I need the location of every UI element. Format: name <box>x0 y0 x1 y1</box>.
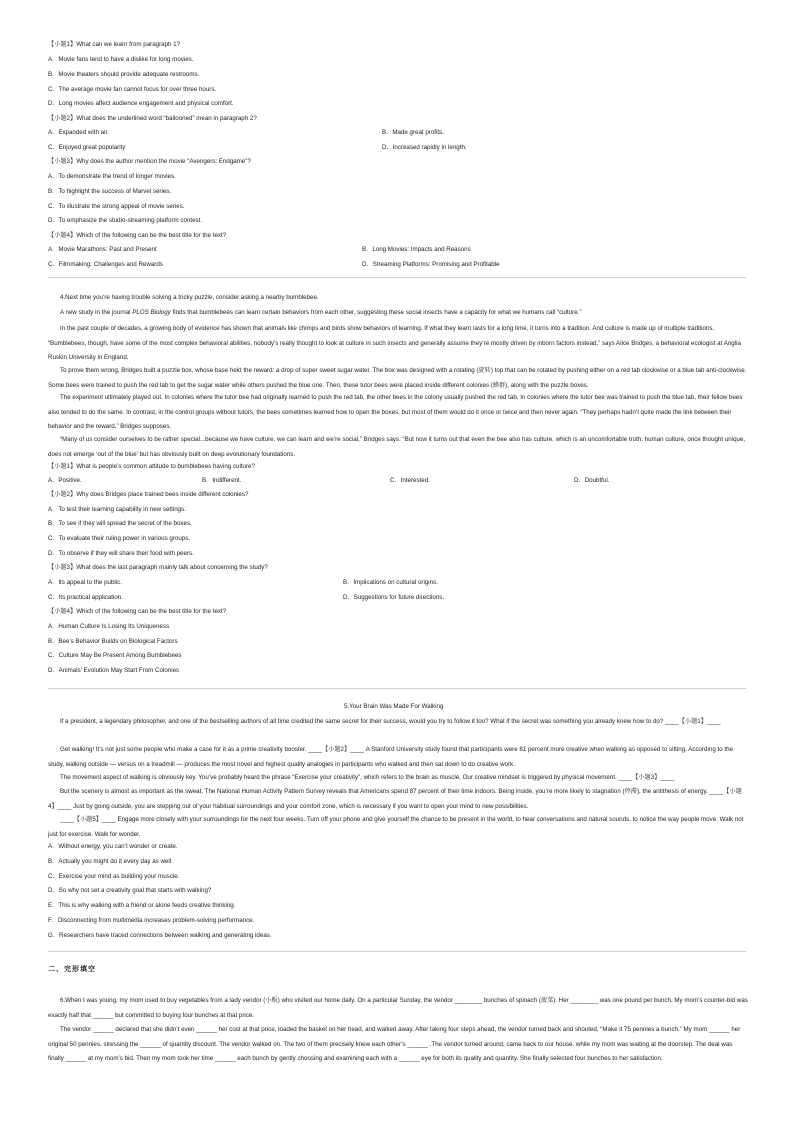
divider <box>48 951 746 952</box>
q4-s3-option-d[interactable]: D．Suggestions for future directions. <box>343 594 445 601</box>
q3-s2-option-d[interactable]: D．Increased rapidly in length. <box>382 144 467 151</box>
q4-s2-stem: 【小题2】Why does Bridges place trained bees inside different colonies? <box>48 491 249 498</box>
q3-s4-stem: 【小题4】Which of the following can be the best title for the text? <box>48 232 227 239</box>
q4-s3-option-c[interactable]: C．Its practical application. <box>48 594 123 601</box>
q5-option-b[interactable]: B．Actually you might do it every day as well. <box>48 858 173 865</box>
q6-paragraph-2: The vendor ______ declared that she didn’t even ______ her cost at that price, loaded the basket on her head, and walked away. After taking four steps ahead, the vendor turned back and shouted, “Make it 75 pennies a bunch.” My mom ______ her original 50 pennies, stressing the ______ of quantity discount. The vendor walked on. The two of them precisely knew each other’s ______ .The vendor turned around, came back to our house, while my mom was waiting at the doorstep. The deal was finally ______ at my mom’s bid. Then my mom took her time ______ each bunch by gently choosing and examining each with a ______ eye for both its quality and quantity. She finally selected four bunches to her satisfaction. <box>48 1026 741 1062</box>
q3-s3-option-a[interactable]: A．To demonstrate the trend of longer movies. <box>48 173 176 180</box>
q5-paragraph-2: Get walking! It’s not just some people who make a case for it as a prime creativity booster. ____【小题2】____ A Stanford University study found that participants were 81 percent more creative when walking as opposed to sitting. According to the study, walking outside — versus on a treadmill — produces the most novel and highest quality analogies in participants who walked and then sat down to do creative work. <box>48 746 733 768</box>
q5-title: 5.Your Brain Was Made For Walking <box>344 703 444 710</box>
q3-s3-stem: 【小题3】Why does the author mention the movie “Avengers: Endgame”? <box>48 158 251 165</box>
q3-s4-option-b[interactable]: B．Long Movies: Impacts and Reasons <box>362 246 471 253</box>
q4-s2-option-d[interactable]: D．To observe if they will share their food with peers. <box>48 550 194 557</box>
q4-s4-stem: 【小题4】Which of the following can be the best title for the text? <box>48 608 227 615</box>
q3-s3-option-c[interactable]: C．To illustrate the strong appeal of movie series. <box>48 203 185 210</box>
q3-s2-option-b[interactable]: B．Made great profits. <box>382 129 444 136</box>
q3-s1-option-a[interactable]: A．Movie fans tend to have a dislike for long movies. <box>48 56 194 63</box>
q3-s3-option-b[interactable]: B．To highlight the success of Marvel series. <box>48 188 172 195</box>
q4-s2-option-b[interactable]: B．To see if they will spread the secret of the boxes. <box>48 520 192 527</box>
divider <box>48 277 746 278</box>
q4-paragraph-1: 4.Next time you’re having trouble solving a tricky puzzle, consider asking a nearby bumblebee. <box>60 294 319 301</box>
q3-s2-option-c[interactable]: C．Enjoyed great popularity <box>48 144 126 151</box>
q4-s1-option-c[interactable]: C．Interested. <box>390 477 430 484</box>
q5-option-d[interactable]: D．So why not set a creativity goal that starts with walking? <box>48 887 212 894</box>
q5-option-e[interactable]: E．This is why walking with a friend or alone feeds creative thinking. <box>48 902 236 909</box>
q4-paragraph-4: To prove them wrong, Bridges built a puzzle box, whose base held the reward: a drop of super sweet sugar water. The box was designed with a rotating (旋转) top that can be rotated by pushing either on a red tab clockwise or a blue tab anti-clockwise. Some bees were trained to push the red tab to get the sugar water while others pushed the blue one. Then, these tutor bees were placed inside different colonies (蜂群), along with the puzzle boxes. <box>48 367 747 389</box>
q3-s4-option-d[interactable]: D．Streaming Platforms: Promising and Profitable <box>362 261 500 268</box>
q4-p2-text-a: A new study in the journal <box>60 309 133 316</box>
q3-s3-option-d[interactable]: D．To emphasize the studio-streaming platform contest. <box>48 217 203 224</box>
q5-paragraph-4: But the scenery is almost as important as the sweat. The National Human Activity Pattern Survey reveals that Americans spend 87 percent of their time indoors. Being inside, you’re more likely to stagnation (停滞), the antithesis of energy. ____【小题4】____ Just by going outside, you are stepping out of your habitual surroundings and your comfort zone, which is necessary if you want to open your mind to new possibilities. <box>48 788 742 810</box>
q4-s4-option-d[interactable]: D．Animals’ Evolution May Start From Colonies <box>48 667 180 674</box>
q4-paragraph-2 <box>60 309 581 317</box>
q4-s4-option-c[interactable]: C．Culture May Be Present Among Bumblebees <box>48 652 182 659</box>
q5-paragraph-3: The movement aspect of walking is obviously key. You’ve probably heard the phrase “Exercise your creativity”, which refers to the brain as muscle. Our creative mindset is triggered by physical movement. ____【小题3】____ <box>60 774 675 781</box>
q4-s3-stem: 【小题3】What does the last paragraph mainly talk about concerning the study? <box>48 564 268 571</box>
q4-s1-option-b[interactable]: B．Indifferent. <box>202 477 242 484</box>
q5-paragraph-1: If a president, a legendary philosopher, and one of the bestselling authors of all time credited the same secret for their success, would you try to follow it too? What if the secret was something you already knew how to do? ____【小题1】____ <box>60 718 721 725</box>
q3-s1-stem: 【小题1】What can we learn from paragraph 1? <box>48 41 181 48</box>
q3-s1-option-c[interactable]: C．The average movie fan cannot focus for over three hours. <box>48 86 217 93</box>
q3-s2-option-a[interactable]: A．Expanded with air. <box>48 129 109 136</box>
q4-s2-option-a[interactable]: A．To test their learning capability in new settings. <box>48 506 186 513</box>
q5-paragraph-5: ____【小题5】____ Engage more closely with your surroundings for the next four weeks. Turn off your phone and give yourself the chance to be present in the world, to hear conversations and natural sounds, to notice the way people move. Walk not just for exercise. Walk for wonder. <box>48 816 744 838</box>
q3-s4-option-c[interactable]: C．Filmmaking: Challenges and Rewards <box>48 261 163 268</box>
q3-s2-stem: 【小题2】What does the underlined word “ballooned” mean in paragraph 2? <box>48 115 257 122</box>
q3-s1-option-d[interactable]: D．Long movies affect audience engagement and physical comfort. <box>48 100 234 107</box>
q4-paragraph-5: The experiment ultimately played out. In colonies where the tutor bee had originally learned to push the red tab, the other bees in the colony usually pushed the red tab. In colonies where the tutor bee was trained to push the blue tab, their fellow bees also tended to do the same. In contrast, in the control groups without tutors, the bees sometimes learned how to open the boxes, but most of them would do it once or twice and then never again. “They perhaps hadn’t quite made the link between their behavior and the reward,” Bridges supposes. <box>48 394 743 430</box>
q4-s2-option-c[interactable]: C．To evaluate their ruling power in various groups. <box>48 535 191 542</box>
q4-s3-option-a[interactable]: A．Its appeal to the public. <box>48 579 122 586</box>
q4-paragraph-6: “Many of us consider ourselves to be rather special...because we have culture, we can learn and we’re social,” Bridges says. “But now it turns out that even the bee also has culture, which is an uncomfortable truth: human culture, once thought unique, does not emerge ‘out of the blue’ but has obviously built on deep evolutionary foundations. <box>48 436 746 458</box>
q5-option-a[interactable]: A．Without energy, you can’t wonder or create. <box>48 843 178 850</box>
section-heading: 二、完形填空 <box>48 964 96 973</box>
divider <box>48 688 746 689</box>
q4-s1-stem: 【小题1】What is people’s common attitude to bumblebees having culture? <box>48 463 255 470</box>
q6-paragraph-1: 6.When I was young, my mom used to buy vegetables from a lady vendor (小贩) who visited our home daily. On a particular Sunday, the vendor ________ bunches of spinach (菠菜). Her ________ was one pound per bunch. My mom’s counter-bid was exactly half that ______ but committed to buying four bunches at that price. <box>48 997 748 1019</box>
q4-s3-option-b[interactable]: B．Implications on cultural origins. <box>343 579 438 586</box>
q3-s4-option-a[interactable]: A．Movie Marathons: Past and Present <box>48 246 157 253</box>
q4-p2-text-b: finds that bumblebees can learn certain behaviors from each other, suggesting these social insects have a capacity for what we humans call “culture.” <box>170 309 582 316</box>
q5-option-c[interactable]: C．Exercise your mind as building your muscle. <box>48 873 180 880</box>
q4-s4-option-b[interactable]: B．Bee’s Behavior Builds on Biological Factors <box>48 638 178 645</box>
journal-name: PLOS Biology <box>132 309 171 316</box>
q4-paragraph-3: In the past couple of decades, a growing body of evidence has shown that animals like chimps and birds show behaviors of learning. If what they learn lasts for a long time, it turns into a tradition. And culture is made up of multiple traditions. “Bumblebees, though, have some of the most complex behavioral abilities, nobody’s really thought to look at culture in such insects and generally assume they’re mostly driven by inborn factors instead,” says Alice Bridges, a behavioral ecologist at Anglia Ruskin University in England. <box>48 325 741 361</box>
q4-s1-option-a[interactable]: A．Positive. <box>48 477 82 484</box>
q3-s1-option-b[interactable]: B．Movie theaters should provide adequate restrooms. <box>48 71 200 78</box>
q5-option-g[interactable]: G．Researchers have traced connections between walking and generating ideas. <box>48 932 272 939</box>
q5-option-f[interactable]: F．Disconnecting from multimedia increases problem-solving performance. <box>48 917 255 924</box>
q4-s4-option-a[interactable]: A．Human Culture Is Losing Its Uniqueness <box>48 623 170 630</box>
q4-s1-option-d[interactable]: D．Doubtful. <box>574 477 610 484</box>
